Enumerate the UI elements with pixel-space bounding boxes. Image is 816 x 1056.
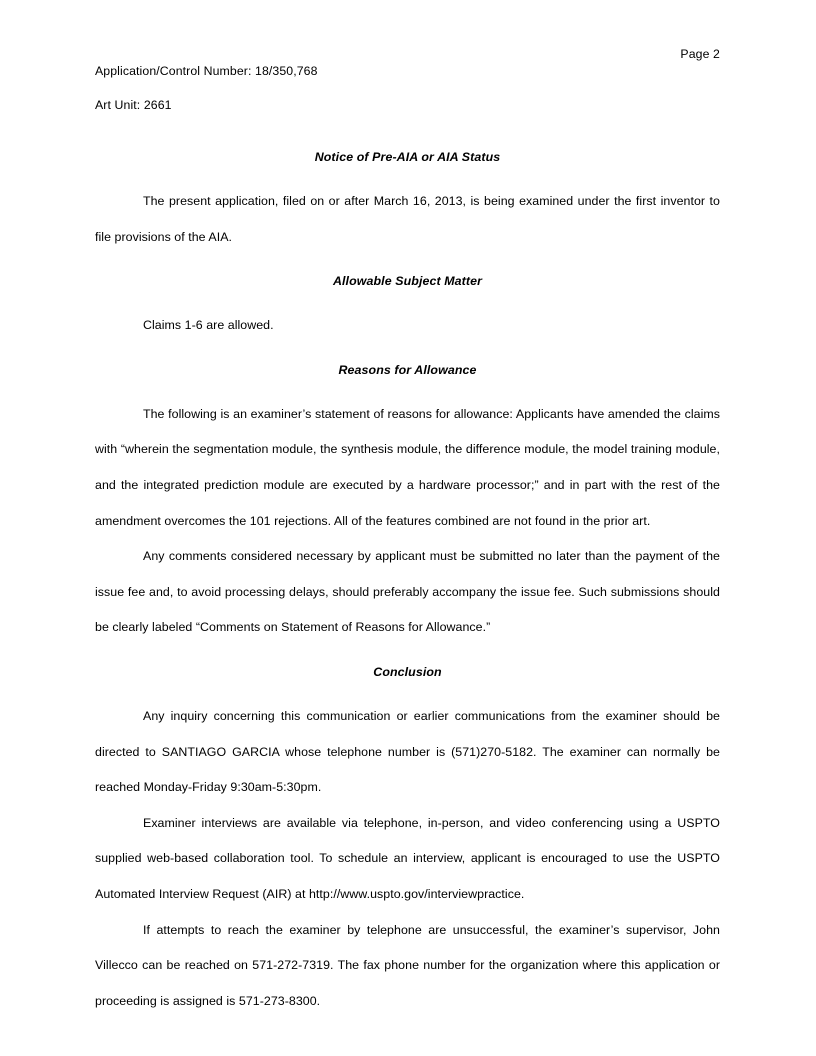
art-unit: Art Unit: 2661	[95, 98, 172, 112]
section-heading-allowable-subject-matter: Allowable Subject Matter	[332, 274, 483, 289]
section-notice-status	[95, 131, 720, 255]
header-left-block	[95, 46, 318, 131]
document-content	[95, 46, 720, 1019]
paragraph-reasons-2: Any comments considered necessary by applicant must be submitted no later than the payment of the issue fee and, to avoid processing delays, should preferably accompany the issue fee. Such submissions should be clearly labeled “Comments on Statement of Reasons for Allowance.”	[95, 549, 720, 635]
section-heading-reasons-for-allowance: Reasons for Allowance	[338, 362, 477, 377]
spacer	[95, 344, 720, 363]
paragraph-conclusion-2: Examiner interviews are available via telephone, in-person, and video conferencing using a USPTO supplied web-based collaboration tool. To schedule an interview, applicant is encouraged to use the USPTO Automated Interview Request (AIR) at http://www.uspto.gov/interviewpractice.	[95, 815, 720, 901]
spacer	[95, 164, 720, 184]
spacer	[95, 377, 720, 397]
paragraph-notice-status-1: The present application, filed on or after March 16, 2013, is being examined under the first inventor to file provisions of the AIA.	[95, 194, 720, 244]
application-control-number: Application/Control Number: 18/350,768	[95, 64, 318, 78]
spacer	[95, 288, 720, 308]
paragraph-conclusion-1: Any inquiry concerning this communication or earlier communications from the examiner should be directed to SANTIAGO GARCIA whose telephone number is (571)270-5182. The examiner can normally be reached Monday-Friday 9:30am-5:30pm.	[95, 708, 720, 795]
section-heading-conclusion: Conclusion	[373, 664, 442, 679]
paragraph-reasons-1: The following is an examiner’s statement of reasons for allowance: Applicants have amended the claims with “wherein the segmentation module, the synthesis module, the difference module, the model training module, and the integrated prediction module are executed by a hardware processor;” and in part with the rest of the amendment overcomes the 101 rejections. All of the features combined are not found in the prior art.	[95, 406, 720, 528]
section-allowable-subject-matter	[95, 255, 720, 344]
section-conclusion	[95, 646, 720, 1019]
spacer	[95, 679, 720, 699]
spacer	[95, 131, 720, 150]
paragraph-conclusion-3: If attempts to reach the examiner by telephone are unsuccessful, the examiner’s supervisor, John Villecco can be reached on 571-272-7319. The fax phone number for the organization where this application or proceeding is assigned is 571-273-8300.	[95, 922, 720, 1008]
spacer	[95, 646, 720, 665]
page-number: Page 2	[680, 47, 720, 61]
spacer	[95, 255, 720, 274]
document-header	[95, 46, 720, 131]
paragraph-allowable-1: Claims 1-6 are allowed.	[143, 318, 274, 333]
section-reasons-for-allowance	[95, 344, 720, 646]
section-heading-notice-status: Notice of Pre-AIA or AIA Status	[314, 150, 501, 164]
